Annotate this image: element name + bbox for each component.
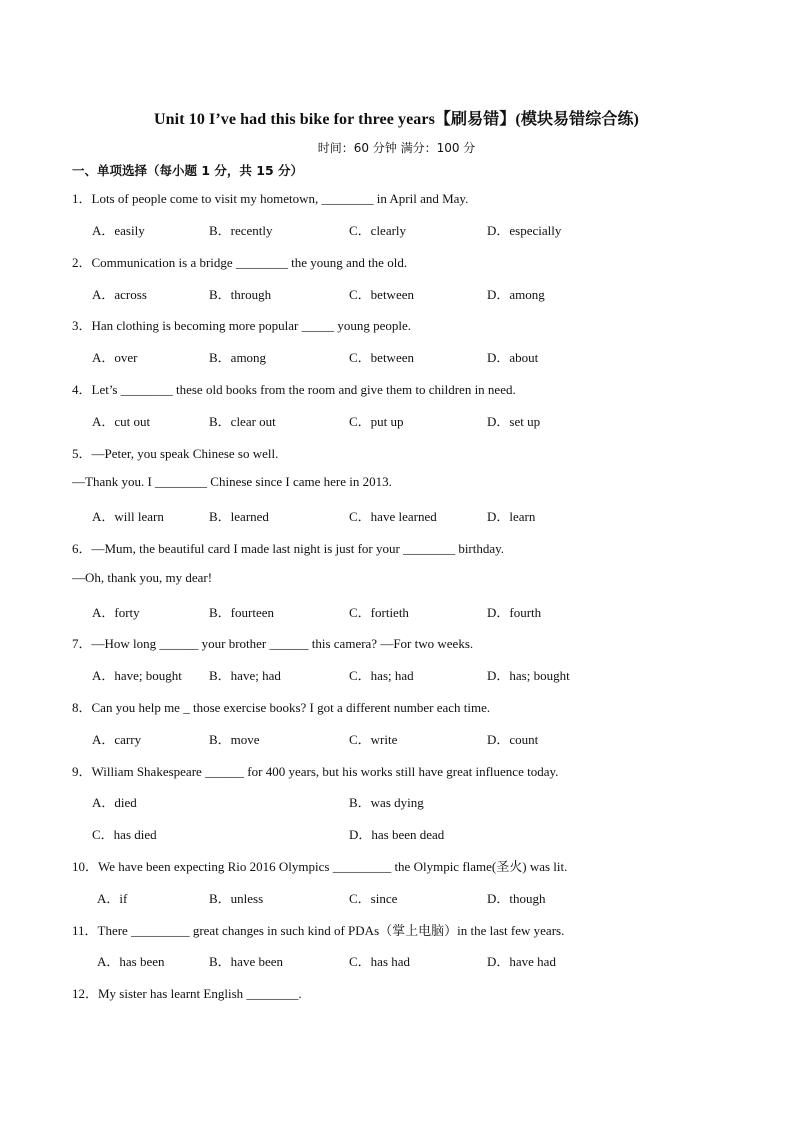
- q8-option-c: C．write: [349, 732, 398, 747]
- q2-option-a: A．across: [92, 287, 147, 302]
- q9-option-a: A．died: [92, 795, 137, 810]
- section-heading: 一、单项选择（每小题 1 分，共 15 分）: [72, 163, 304, 178]
- q10-option-a: A．if: [97, 891, 128, 906]
- q3-option-a: A．over: [92, 350, 138, 365]
- q5-option-b: B．learned: [209, 509, 269, 524]
- q5-option-d: D．learn: [487, 509, 536, 524]
- q7-option-c: C．has; had: [349, 668, 414, 683]
- q8-option-a: A．carry: [92, 732, 142, 747]
- q7-option-d: D．has; bought: [487, 668, 570, 683]
- q2-option-d: D．among: [487, 287, 545, 302]
- question-7: 7．—How long ______ your brother ______ this camera? —For two weeks.: [72, 636, 474, 651]
- question-10: 10．We have been expecting Rio 2016 Olympics _________ the Olympic flame(圣火) was lit.: [72, 859, 568, 874]
- q6-option-a: A．forty: [92, 605, 140, 620]
- q9-option-c: C．has died: [92, 827, 157, 842]
- q1-option-a: A．easily: [92, 223, 145, 238]
- q4-option-b: B．clear out: [209, 414, 276, 429]
- q1-option-c: C．clearly: [349, 223, 407, 238]
- q7-option-b: B．have; had: [209, 668, 281, 683]
- q4-option-d: D．set up: [487, 414, 541, 429]
- q6-option-c: C．fortieth: [349, 605, 409, 620]
- q10-option-b: B．unless: [209, 891, 264, 906]
- question-9: 9．William Shakespeare ______ for 400 years, but his works still have great influence today.: [72, 764, 559, 779]
- q5-option-c: C．have learned: [349, 509, 437, 524]
- question-2: 2．Communication is a bridge ________ the young and the old.: [72, 255, 408, 270]
- q11-option-c: C．has had: [349, 954, 411, 969]
- q11-option-a: A．has been: [97, 954, 165, 969]
- q3-option-c: C．between: [349, 350, 414, 365]
- q6-option-b: B．fourteen: [209, 605, 274, 620]
- q9-option-d: D．has been dead: [349, 827, 445, 842]
- q10-option-c: C．since: [349, 891, 398, 906]
- q4-option-a: A．cut out: [92, 414, 151, 429]
- q3-option-b: B．among: [209, 350, 267, 365]
- q11-option-d: D．have had: [487, 954, 556, 969]
- exam-info: 时间：60 分钟 满分：100 分: [317, 141, 476, 155]
- q8-option-d: D．count: [487, 732, 539, 747]
- question-8: 8．Can you help me _ those exercise books? I got a different number each time.: [72, 700, 491, 715]
- q9-option-b: B．was dying: [349, 795, 424, 810]
- question-6: 6．—Mum, the beautiful card I made last night is just for your ________ birthday.: [72, 541, 505, 556]
- question-4: 4．Let’s ________ these old books from the room and give them to children in need.: [72, 382, 516, 397]
- q7-option-a: A．have; bought: [92, 668, 182, 683]
- q4-option-c: C．put up: [349, 414, 404, 429]
- q3-option-d: D．about: [487, 350, 539, 365]
- q5-option-a: A．will learn: [92, 509, 164, 524]
- question-1: 1．Lots of people come to visit my hometown, ________ in April and May.: [72, 191, 469, 206]
- q10-option-d: D．though: [487, 891, 546, 906]
- question-11: 11．There _________ great changes in such kind of PDAs（掌上电脑）in the last few years.: [72, 923, 565, 938]
- question-5: 5．—Peter, you speak Chinese so well.: [72, 446, 279, 461]
- q1-option-b: B．recently: [209, 223, 273, 238]
- q6-option-d: D．fourth: [487, 605, 542, 620]
- q1-option-d: D．especially: [487, 223, 562, 238]
- q2-option-b: B．through: [209, 287, 272, 302]
- q8-option-b: B．move: [209, 732, 260, 747]
- question-3: 3．Han clothing is becoming more popular _____ young people.: [72, 318, 412, 333]
- question-6-reply: —Oh, thank you, my dear!: [72, 570, 213, 585]
- q2-option-c: C．between: [349, 287, 414, 302]
- question-5-reply: —Thank you. I ________ Chinese since I came here in 2013.: [72, 474, 392, 489]
- q11-option-b: B．have been: [209, 954, 284, 969]
- page-title: Unit 10 I’ve had this bike for three years【刷易错】(模块易错综合练): [154, 111, 639, 128]
- question-12: 12．My sister has learnt English ________.: [72, 986, 302, 1001]
